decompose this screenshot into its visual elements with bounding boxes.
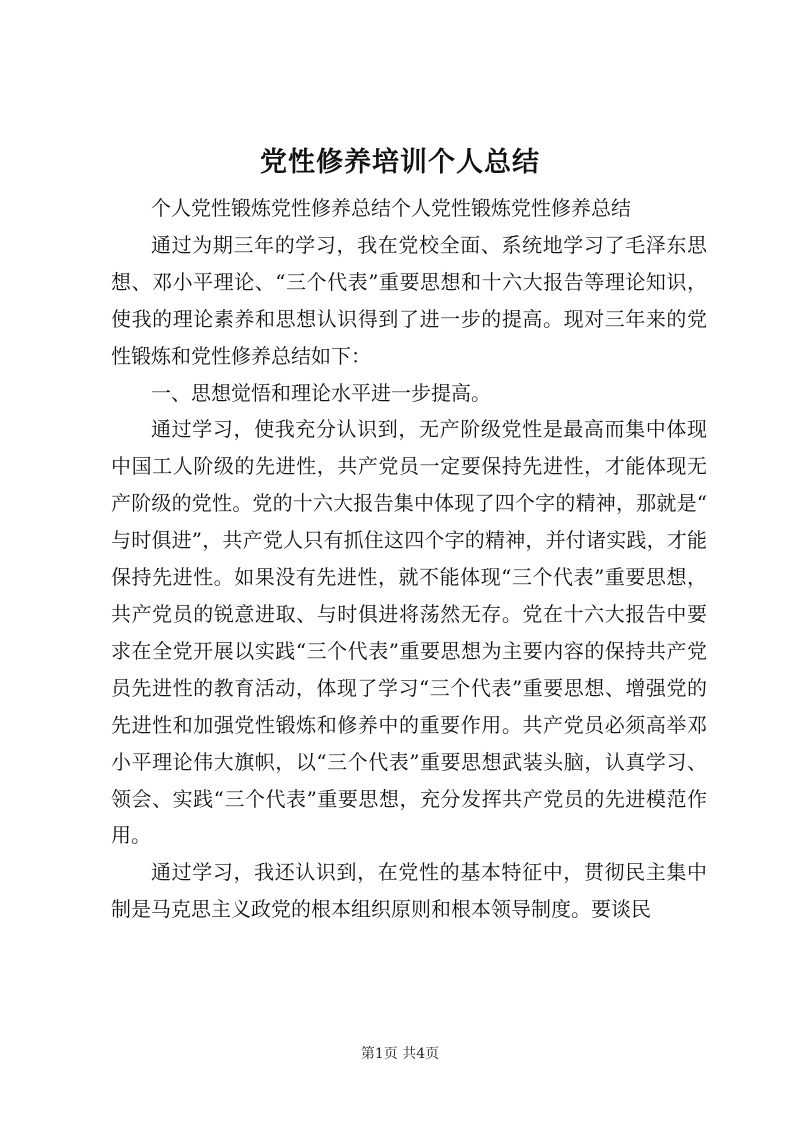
paragraph-body: 通过学习，我还认识到，在党性的基本特征中，贯彻民主集中制是马克思主义政党的根本组织原则和根本领导制度。要谈民 — [111, 860, 707, 922]
paragraph-intro: 通过为期三年的学习，我在党校全面、系统地学习了毛泽东思想、邓小平理论、“三个代表”重要思想和十六大报告等理论知识，使我的理论素养和思想认识得到了进一步的提高。现对三年来的党性锻炼和党性修养总结如下： — [111, 232, 707, 368]
section-heading: 一、思想觉悟和理论水平进一步提高。 — [151, 380, 491, 405]
paragraph-subtitle: 个人党性锻炼党性修养总结个人党性锻炼党性修养总结 — [151, 196, 631, 220]
paragraph-body: 通过学习，使我充分认识到，无产阶级党性是最高而集中体现中国工人阶级的先进性，共产党员一定要保持先进性，才能体现无产阶级的党性。党的十六大报告集中体现了四个字的精神，那就是“与时俱进”，共产党人只有抓住这四个字的精神，并付诸实践，才能保持先进性。如果没有先进性，就不能体现“三个代表”重要思想，共产党员的锐意进取、与时俱进将荡然无存。党在十六大报告中要求在全党开展以实践“三个代表”重要思想为主要内容的保持共产党员先进性的教育活动，体现了学习“三个代表”重要思想、增强党的先进性和加强党性锻炼和修养中的重要作用。共产党员必须高举邓小平理论伟大旗帜，以“三个代表”重要思想武装头脑，认真学习、领会、实践“三个代表”重要思想，充分发挥共产党员的先进模范作用。 — [111, 417, 707, 848]
document-body — [111, 190, 707, 928]
document-title: 党性修养培训个人总结 — [260, 147, 540, 178]
page-number-footer: 第1页 共4页 — [360, 1046, 440, 1062]
